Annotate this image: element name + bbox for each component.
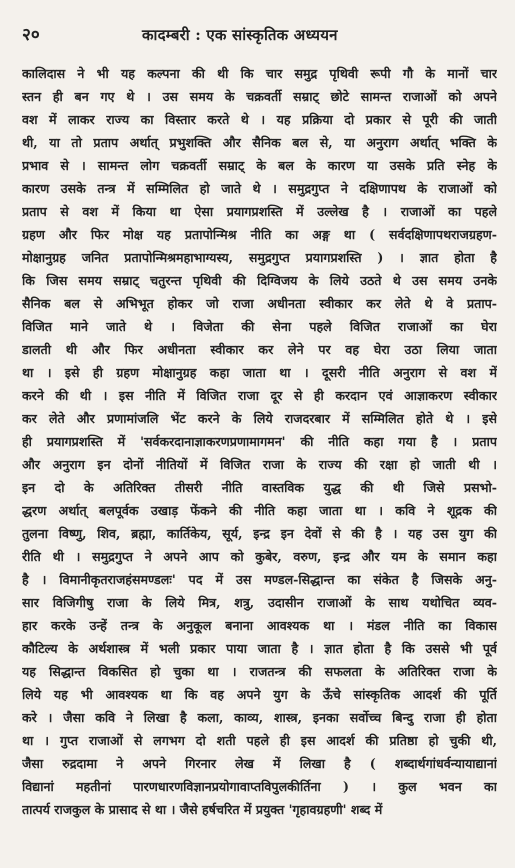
body-line: स्तन ही बन गए थे । उस समय के चक्रवर्ती सम्राट् छोटे सामन्त राजाओं को अपने (22, 89, 497, 104)
body-line: रीति थी । समुद्रगुप्त ने अपने आप को कुबेर, वरुण, इन्द्र और यम के समान कहा (22, 549, 497, 564)
body-line: डालती थी और फिर अधीनता स्वीकार कर लेने पर वह घेरा उठा लिया जाता (22, 342, 497, 357)
body-line: प्रताप से वश में किया था ऐसा प्रयागप्रशस्ति में उल्लेख है । राजाओं का पहले (22, 204, 497, 219)
body-line: कौटिल्य के अर्थशास्त्र में भली प्रकार पाया जाता है । ज्ञात होता है कि उससे भी पूर्व (22, 641, 497, 656)
body-line: करे । जैसा कवि ने लिखा है कला, काव्य, शास्त्र, इनका सर्वोच्च बिन्दु राजा ही होता (22, 710, 497, 725)
body-line: ग्रहण और फिर मोक्ष यह प्रतापोन्मिश्र नीति का अङ्ग था ( सर्वदक्षिणापथराजग्रहण- (22, 227, 497, 242)
body-line: सार विजिगीषु राजा के लिये मित्र, शत्रु, उदासीन राजाओं के साथ यथोचित व्यव- (22, 595, 497, 610)
body-line: ही प्रयागप्रशस्ति में 'सर्वकरदानाज्ञाकरणप्रणामागमन' की नीति कहा गया है । प्रताप (22, 434, 497, 449)
body-line: सैनिक बल से अभिभूत होकर जो राजा अधीनता स्वीकार कर लेते थे वे प्रताप- (22, 296, 497, 311)
body-line: मोक्षानुग्रह जनित प्रतापोन्मिश्रमहाभाग्यस्य, समुद्रगुप्त प्रयागप्रशस्ति ) । ज्ञात होता है (22, 250, 497, 265)
body-line: द्धरण अर्थात् बलपूर्वक उखाड़ फेंकने की नीति कहा जाता था । कवि ने शूद्रक की (22, 503, 497, 518)
body-line: जैसा रुद्रदामा ने अपने गिरनार लेख में लिखा है ( शब्दार्थगांधर्वन्यायाद्यानां (22, 756, 497, 771)
body-line: तात्पर्य राजकुल के प्रासाद से था । जैसे हर्षचरित में प्रयुक्त 'गृहावग्रहणी' शब्द में (22, 802, 383, 817)
body-line: था । इसे ही ग्रहण मोक्षानुग्रह कहा जाता था । दूसरी नीति अनुराग से वश में (22, 365, 497, 380)
running-title: कादम्बरी : एक सांस्कृतिक अध्ययन (142, 26, 338, 44)
body-line: करने की थी । इस नीति में विजित राजा दूर से ही करदान एवं आज्ञाकरण स्वीकार (22, 388, 497, 403)
body-line: यह सिद्धान्त विकसित हो चुका था । राजतन्त्र की सफलता के अतिरिक्त राजा के (22, 664, 497, 679)
body-line: इन दो के अतिरिक्त तीसरी नीति वास्तविक युद्ध की थी जिसे प्रसभो- (22, 480, 497, 495)
body-line: है । विमानीकृतराजहंसमण्डलः' पद में उस मण्डल-सिद्धान्त का संकेत है जिसके अनु- (22, 572, 497, 587)
body-line: प्रभाव से । सामन्त लोग चक्रवर्ती सम्राट् के बल के कारण या उसके प्रति स्नेह के (22, 158, 497, 173)
body-line: कर लेते और प्रणामांजलि भेंट करने के लिये राजदरबार में सम्मिलित होते थे । इसे (22, 411, 497, 426)
body-line: कालिदास ने भी यह कल्पना की थी कि चार समुद्र पृथिवी रूपी गौ के मानों चार (22, 66, 497, 81)
body-line: हार करके उन्हें तन्त्र के अनुकूल बनाना आवश्यक था । मंडल नीति का विकास (22, 618, 497, 633)
body-line: लिये यह भी आवश्यक था कि वह अपने युग के ऊँचे सांस्कृतिक आदर्श की पूर्ति (22, 687, 497, 702)
body-line: थी, या तो प्रताप अर्थात् प्रभुशक्ति और सैनिक बल से, या अनुराग अर्थात् भक्ति के (22, 135, 497, 150)
body-line: था । गुप्त राजाओं से लगभग दो शती पहले ही इस आदर्श की प्रतिष्ठा हो चुकी थी, (22, 733, 497, 748)
page-number: २० (22, 25, 40, 45)
body-text (22, 62, 497, 821)
body-line: वश में लाकर राज्य का विस्तार करते थे । यह प्रक्रिया दो प्रकार से पूरी की जाती (22, 112, 497, 127)
body-line: कारण उसके तन्त्र में सम्मिलित हो जाते थे । समुद्रगुप्त ने दक्षिणापथ के राजाओं को (22, 181, 497, 196)
body-line: कि जिस समय सम्राट् चतुरन्त पृथिवी की दिग्विजय के लिये उठते थे उस समय उनके (22, 273, 497, 288)
body-line: और अनुराग इन दोनों नीतियों में विजित राजा के राज्य की रक्षा हो जाती थी । (22, 457, 497, 472)
page-header (22, 22, 497, 50)
body-line: तुलना विष्णु, शिव, ब्रह्मा, कार्तिकेय, सूर्य, इन्द्र इन देवों से की है । यह उस युग की (22, 526, 497, 541)
body-line: विद्यानां महतीनां पारणधारणविज्ञानप्रयोगावाप्तविपुलकीर्तिना ) । कुल भवन का (22, 779, 497, 794)
body-line: विजित माने जाते थे । विजेता की सेना पहले विजित राजाओं का घेरा (22, 319, 497, 334)
